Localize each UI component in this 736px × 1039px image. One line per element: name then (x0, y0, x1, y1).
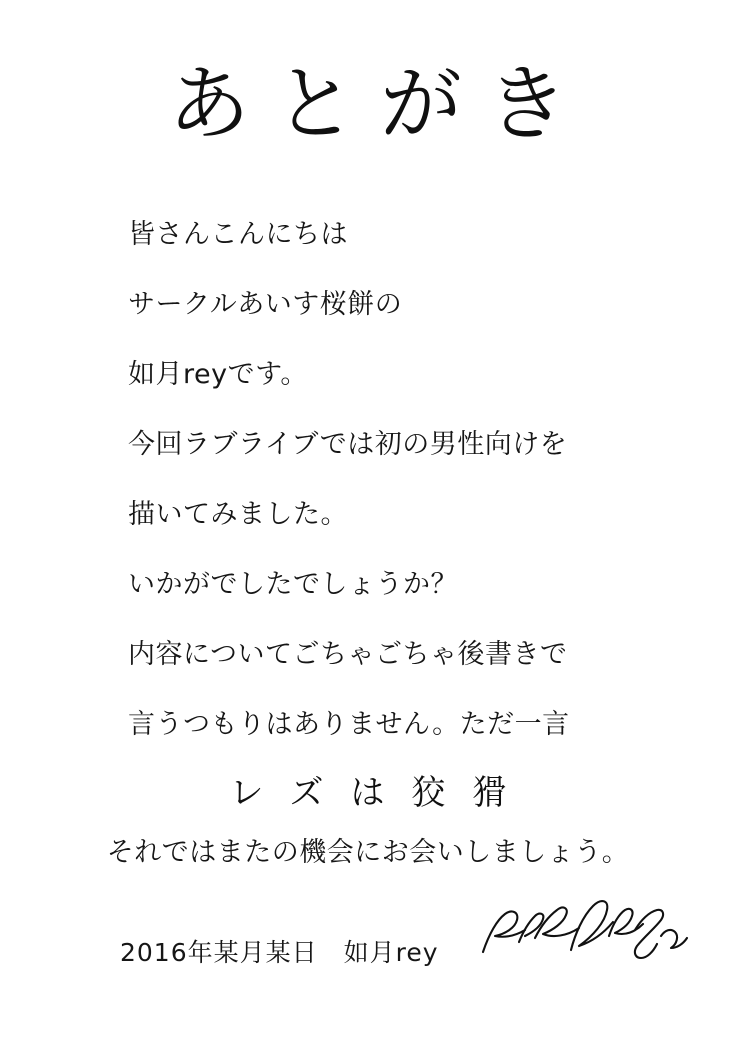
body-text-block (128, 200, 628, 760)
signature-icon (475, 890, 690, 975)
date-line: 2016年某月某日 如月rey (120, 938, 439, 967)
body-line: サークルあいす桜餅の (128, 289, 403, 320)
page-title: あとがき (167, 57, 592, 152)
body-line: いかがでしたでしょうか？ (128, 569, 458, 600)
body-line: 皆さんこんにちは (128, 219, 348, 250)
body-line: 如月reyです。 (128, 359, 308, 390)
body-line: 内容についてごちゃごちゃ後書きで (128, 639, 568, 670)
signature-row (120, 925, 680, 995)
closing-line: それではまたの機会にお会いしましょう。 (106, 837, 630, 868)
emphasis-line: レズは狡猾 (229, 773, 534, 813)
body-line: 言うつもりはありません。ただ一言 (128, 709, 570, 740)
body-line: 今回ラブライブでは初の男性向けを (128, 429, 568, 460)
body-line: 描いてみました。 (128, 499, 348, 530)
